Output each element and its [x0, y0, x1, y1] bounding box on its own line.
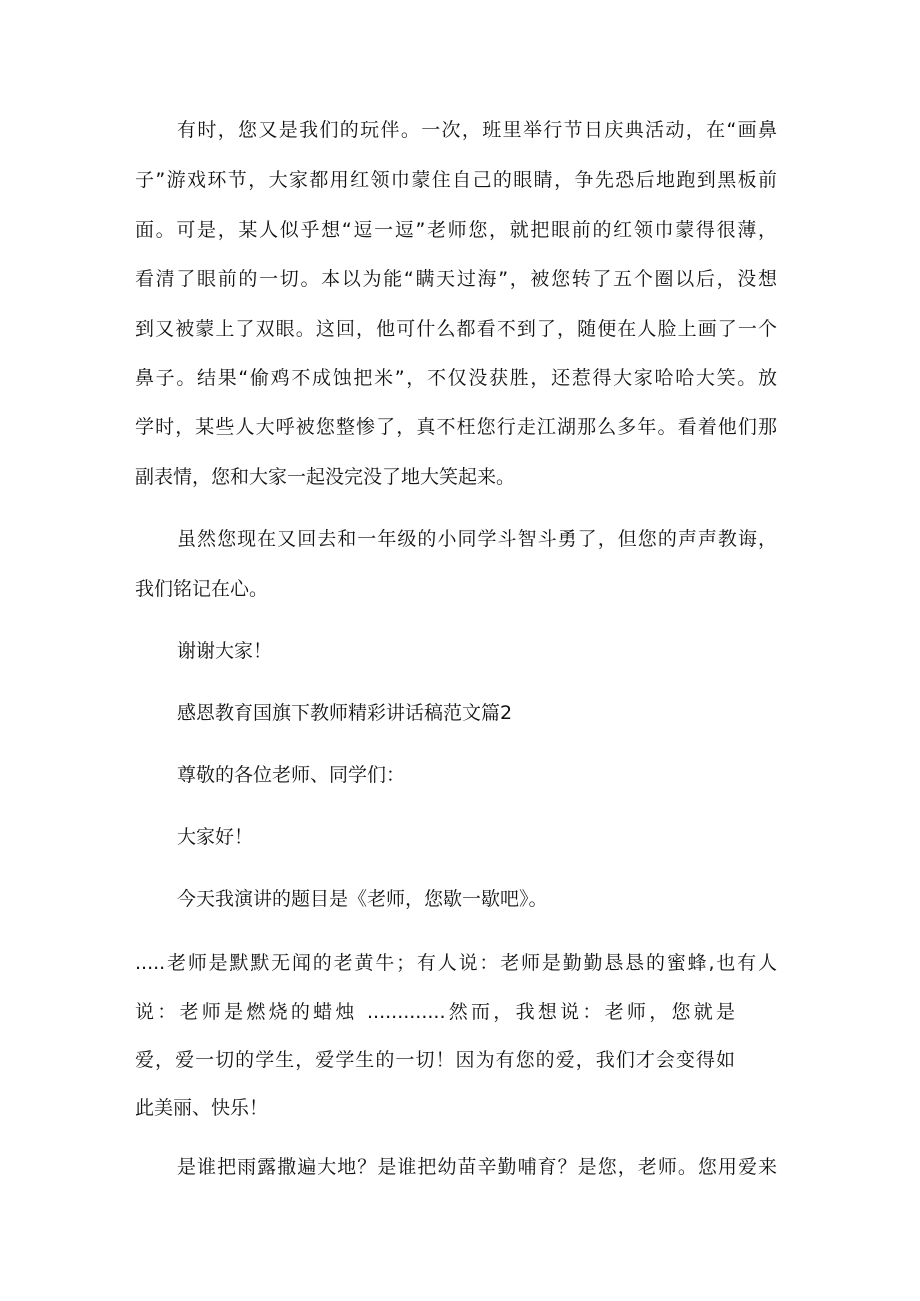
- paragraph-line: 看清了眼前的一切。本以为能“瞒天过海”，被您转了五个圈以后，没想: [135, 268, 777, 290]
- speech-topic: 今天我演讲的题目是《老师，您歇一歇吧》。: [177, 888, 548, 910]
- paragraph-line: 是谁把雨露撒遍大地？是谁把幼苗辛勤哺育？是您，老师。您用爱来: [177, 1156, 777, 1178]
- paragraph-line: 到又被蒙上了双眼。这回，他可什么都看不到了，随便在人脸上画了一个: [135, 318, 777, 340]
- paragraph-line: 说：老师是燃烧的蜡烛 .............然而，我想说：老师，您就是: [135, 1001, 735, 1023]
- paragraph-line: 子”游戏环节，大家都用红领巾蒙住自己的眼睛，争先恐后地跑到黑板前: [135, 169, 777, 191]
- paragraph-line: 有时，您又是我们的玩伴。一次，班里举行节日庆典活动，在“画鼻: [177, 119, 777, 141]
- paragraph-line: 此美丽、快乐！: [135, 1097, 269, 1119]
- section-title: 感恩教育国旗下教师精彩讲话稿范文篇2: [177, 702, 513, 724]
- paragraph-line: 我们铭记在心。: [135, 578, 269, 600]
- greeting: 大家好！: [177, 826, 254, 848]
- paragraph-line: 副表情，您和大家一起没完没了地大笑起来。: [135, 466, 516, 488]
- paragraph-line: .....老师是默默无闻的老黄牛；有人说：老师是勤勤恳恳的蜜蜂,也有人: [135, 952, 777, 974]
- paragraph-line: 面。可是，某人似乎想“逗一逗”老师您，就把眼前的红领巾蒙得很薄，: [135, 219, 777, 241]
- paragraph-line: 学时，某些人大呼被您整惨了，真不枉您行走江湖那么多年。看着他们那: [135, 416, 777, 438]
- paragraph-line: 虽然您现在又回去和一年级的小同学斗智斗勇了，但您的声声教诲，: [177, 528, 777, 550]
- paragraph-line: 鼻子。结果“偷鸡不成蚀把米”，不仅没获胜，还惹得大家哈哈大笑。放: [135, 367, 777, 389]
- closing-thanks: 谢谢大家！: [177, 640, 273, 662]
- salutation: 尊敬的各位老师、同学们：: [177, 764, 406, 786]
- paragraph-line: 爱，爱一切的学生，爱学生的一切！因为有您的爱，我们才会变得如: [135, 1049, 735, 1071]
